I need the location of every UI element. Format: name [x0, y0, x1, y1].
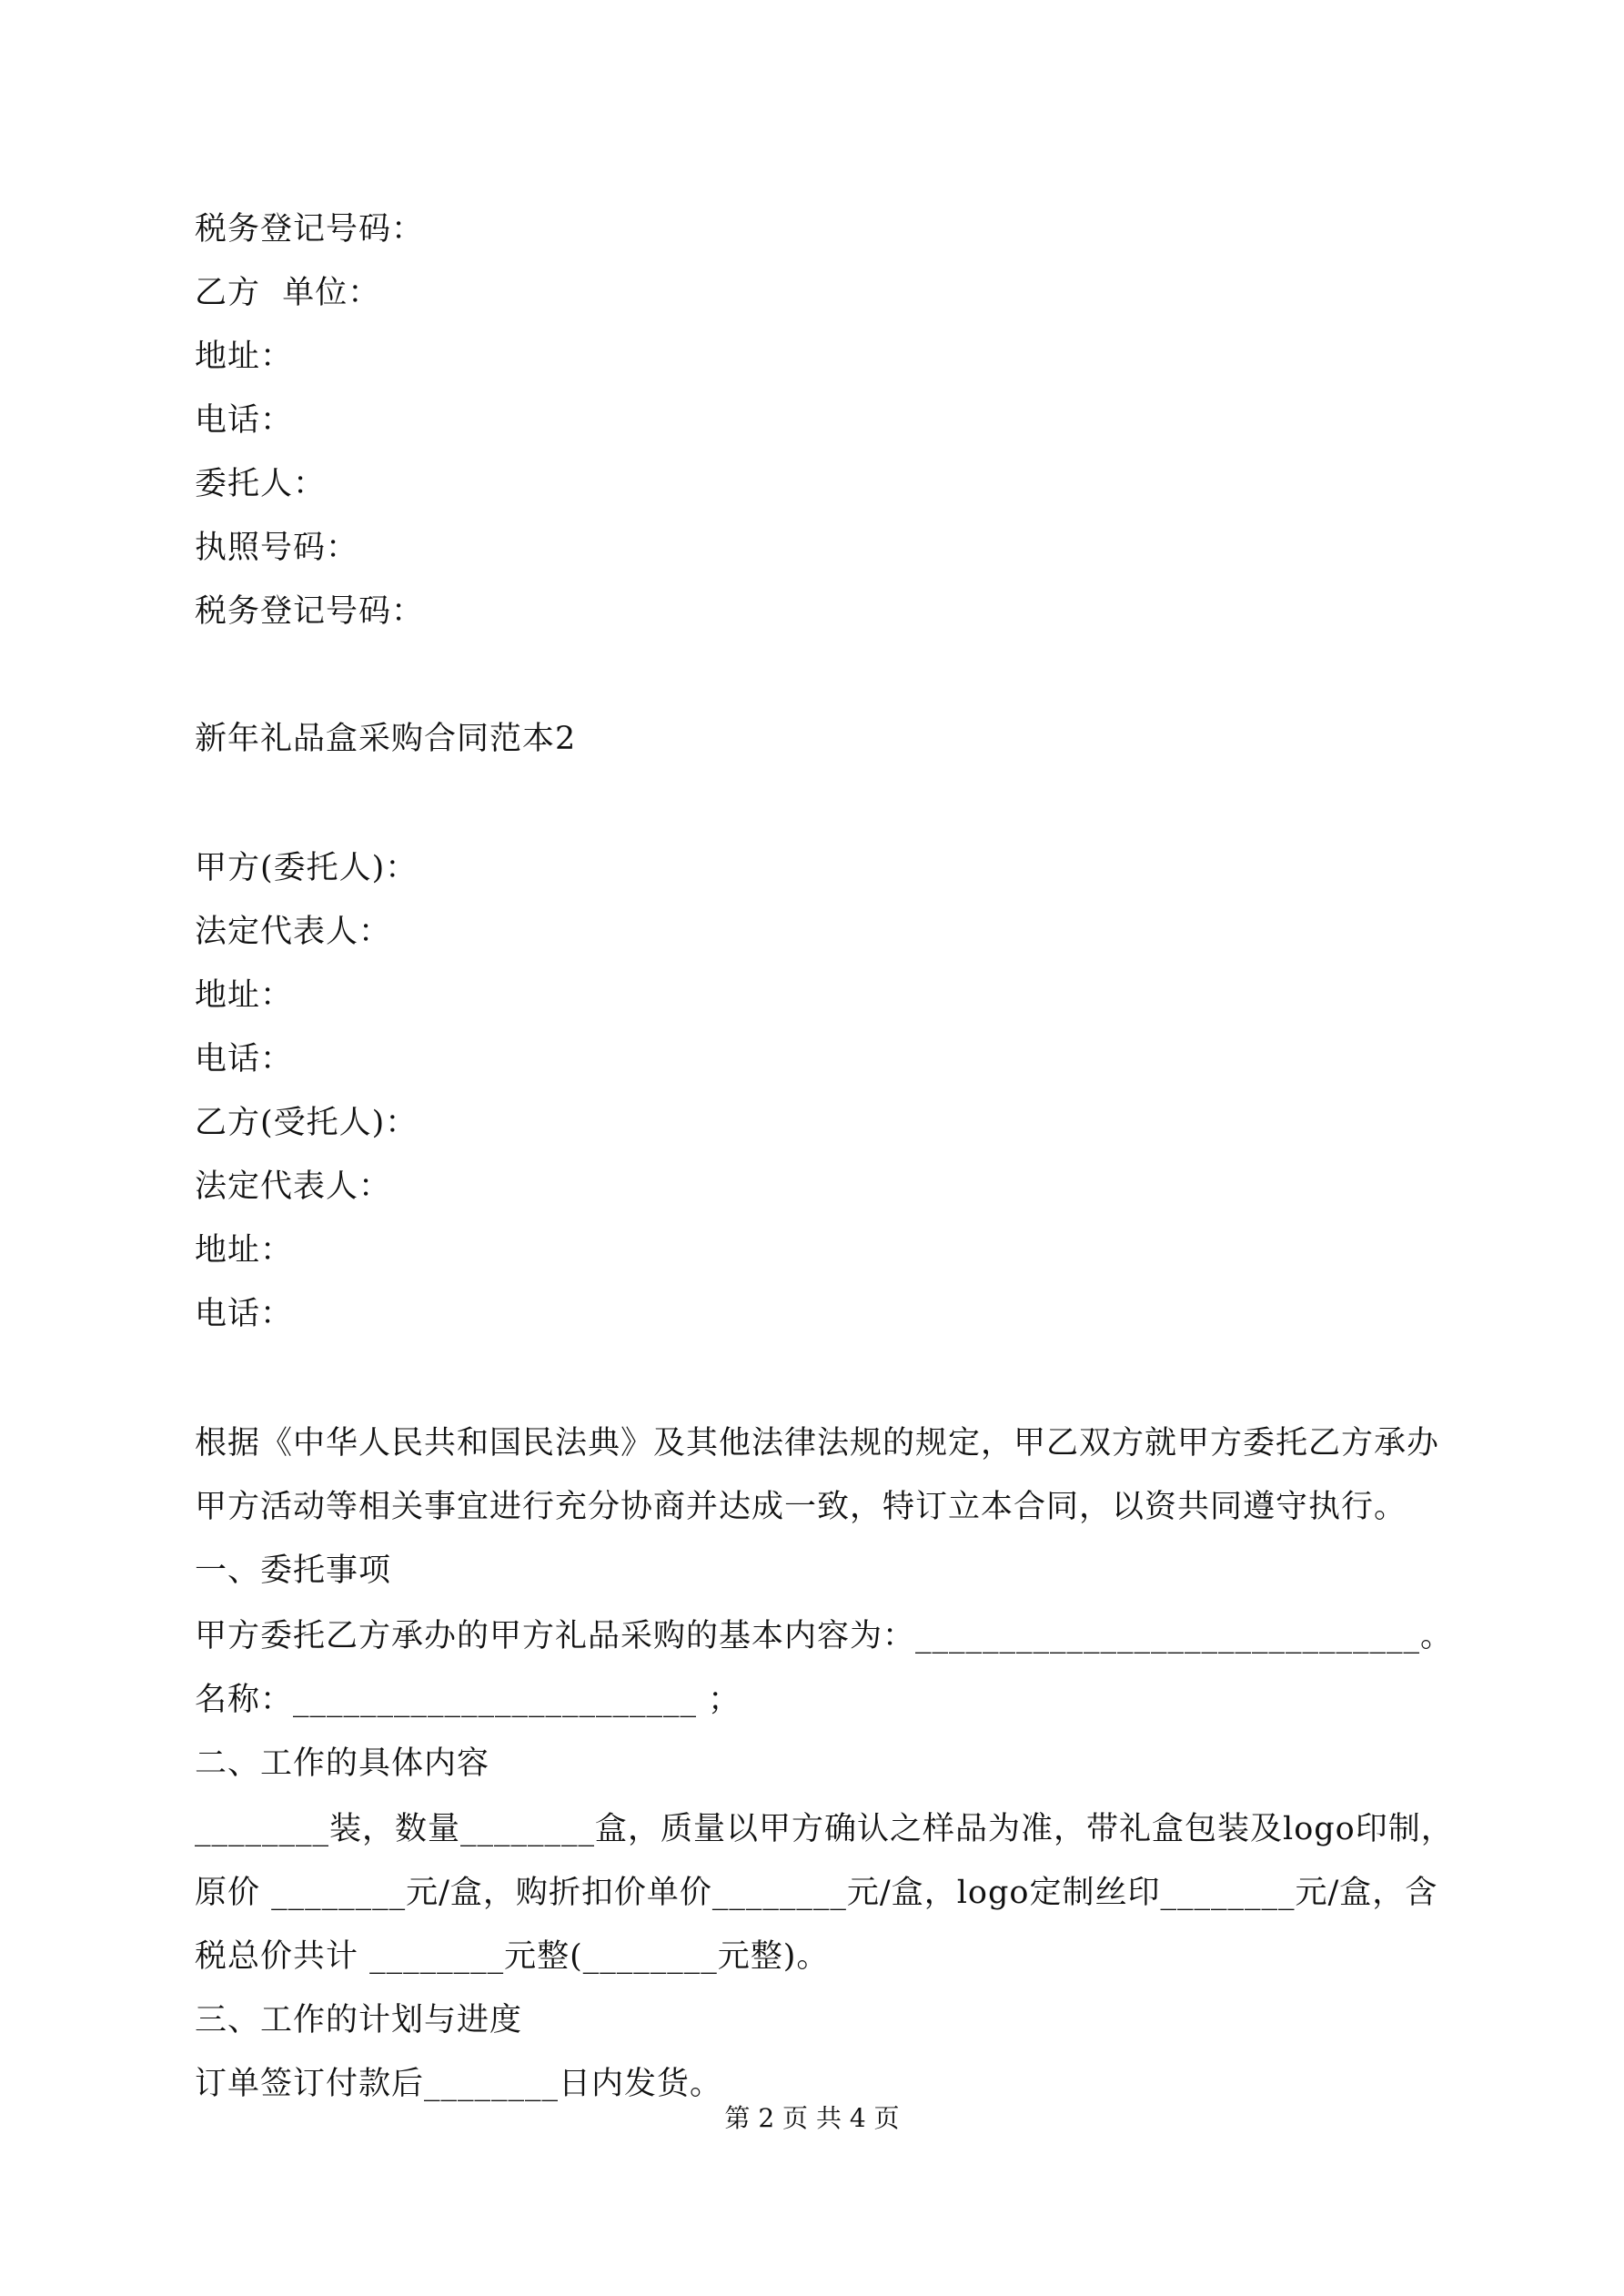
contract-2-party-a-phone-label: 电话：: [195, 1041, 294, 1077]
section-2-line-1: ________装，数量________盒，质量以甲方确认之样品为准，带礼盒包装及logo印制，: [195, 1811, 1454, 1847]
party-b-phone-label: 电话：: [195, 402, 294, 439]
party-a-tax-registration-label: 税务登记号码：: [195, 211, 425, 248]
party-b-trustee-label: 委托人：: [195, 466, 327, 502]
page-number-footer: 第 2 页 共 4 页: [724, 2103, 900, 2133]
contract-2-party-a-address-label: 地址：: [195, 977, 294, 1014]
section-1-line-1: 甲方委托乙方承办的甲方礼品采购的基本内容为：______________________________。: [195, 1618, 1454, 1654]
contract-2-party-a-label: 甲方(委托人)：: [195, 850, 419, 886]
contract-2-preamble-line-1: 根据《中华人民共和国民法典》及其他法律法规的规定，甲乙双方就甲方委托乙方承办: [195, 1425, 1440, 1462]
section-1-heading: 一、委托事项: [195, 1553, 392, 1589]
section-2-line-3: 税总价共计 ________元整(________元整)。: [195, 1938, 830, 1975]
party-b-tax-registration-label: 税务登记号码：: [195, 593, 425, 630]
contract-2-party-b-label: 乙方(受托人)：: [195, 1105, 419, 1141]
party-b-unit-label: 乙方 单位：: [195, 275, 381, 311]
section-2-heading: 二、工作的具体内容: [195, 1745, 490, 1782]
contract-2-party-b-address-label: 地址：: [195, 1232, 294, 1269]
contract-2-party-b-representative-label: 法定代表人：: [195, 1168, 392, 1205]
section-3-heading: 三、工作的计划与进度: [195, 2002, 523, 2038]
section-1-line-2: 名称：________________________ ；: [195, 1682, 741, 1718]
contract-2-preamble-line-2: 甲方活动等相关事宜进行充分协商并达成一致，特订立本合同，以资共同遵守执行。: [195, 1489, 1407, 1525]
party-b-license-label: 执照号码：: [195, 530, 359, 566]
section-2-line-2: 原价 ________元/盒，购折扣价单价________元/盒，logo定制丝印________元/盒，含: [195, 1875, 1438, 1911]
section-3-line-1: 订单签订付款后________日内发货。: [195, 2066, 723, 2102]
contract-2-title: 新年礼品盒采购合同范本2: [195, 721, 577, 757]
contract-2-party-a-representative-label: 法定代表人：: [195, 914, 392, 950]
party-b-address-label: 地址：: [195, 339, 294, 375]
contract-2-party-b-phone-label: 电话：: [195, 1296, 294, 1332]
